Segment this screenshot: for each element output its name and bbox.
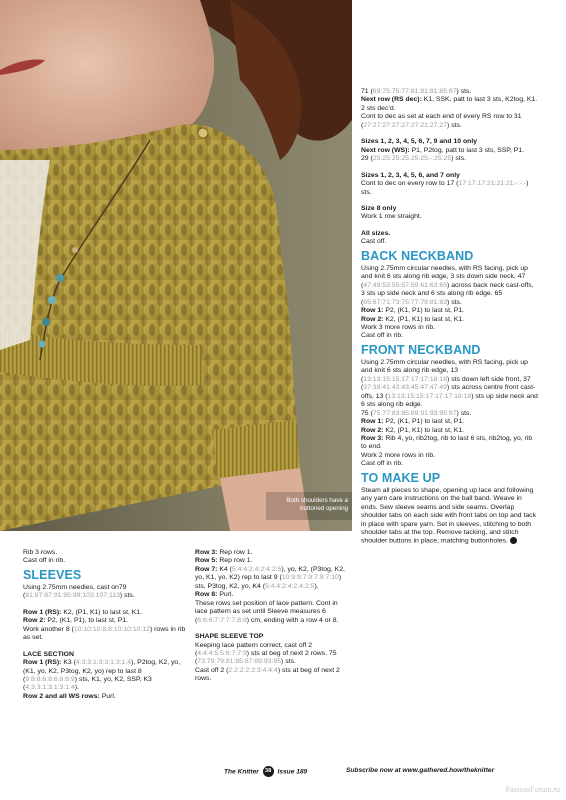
model-photo-illustration (0, 0, 352, 531)
size-values: 4:3:3:1:3:3:1:3:1:4 (75, 659, 132, 667)
next-row-rs-dec (361, 96, 539, 113)
size-values: 5:4:4:2:4:2:4:2:5 (231, 565, 282, 573)
photo-caption: Both shoulders have a buttoned opening (286, 497, 348, 512)
text-run: P2, (K1, P1), to last st, P1. (47, 617, 128, 625)
next-row-ws (361, 147, 539, 155)
size-values: 2:2:2:2:2:3:4:4:4 (228, 666, 278, 674)
stitch-count-29 (361, 155, 539, 163)
footer-magazine (224, 766, 307, 777)
lace-row-5 (195, 557, 352, 565)
back-work-line: Work 3 more rows in rib. (361, 323, 436, 331)
text-run: K3 ( (63, 659, 76, 667)
text-run: ) sts up side neck and 6 sts along rib edge. (361, 392, 538, 409)
text-run: Rep row 1. (219, 549, 253, 556)
text-run: P2, (K1, P1) to last st, P1. (385, 418, 465, 426)
sleeves-cast-on (23, 584, 193, 601)
size-8-heading: Size 8 only (361, 204, 397, 212)
size-values: 25:25:25:25:25:25:-:25:25 (372, 155, 452, 163)
text-run: ) sts across centre front cast-offs, 13 ( (361, 384, 536, 400)
stitch-count-71 (361, 88, 539, 96)
text-run: ) sts. (361, 180, 529, 196)
size-values: 4:3:3:1:3:1:3:1:4 (25, 684, 75, 692)
watermark: PassionForum.ru (505, 785, 560, 794)
rib-work-another (23, 626, 193, 643)
text-run: ) sts, K1, yo, K2, SSP, K3 ( (23, 675, 152, 692)
text-run: ) sts. (456, 88, 472, 95)
size-values: 37:39:41:43:43:45:47:47:49 (363, 384, 448, 392)
text-run: ), yo, K2, (P3tog, K2, yo, K1, yo, K2) rep to last 9 ( (195, 565, 345, 582)
text-run: ) sts. (447, 121, 462, 129)
intro-line: Rib 3 rows. (23, 549, 58, 556)
front-row-2 (361, 427, 539, 435)
text-run: Cont to dec on every row to 17 ( (361, 180, 459, 188)
text-run: ) sts. (451, 155, 467, 163)
text-run: ) sts. (447, 298, 462, 306)
column-left (23, 549, 193, 701)
text-run: Using 2.75mm needles, cast on (23, 583, 119, 591)
text-run: ) cm, ending with a row 4 or 8. (246, 616, 339, 624)
make-up-text: Steam all pieces to shape, opening up lace and following any yarn care instructions on the ball band. Weave in ends. Sew sleeve seams and side seams. Overlap shoulder tabs on each side with front tabs on top and tack in place with spare yarn. Set in sleeves, stitching to both shoulder tabs at the top. Remove tacking, and stitch shoulder buttons in place, matching buttonholes. (361, 486, 537, 545)
size-values: 4:4:4:5:5:6:7:7:9 (197, 649, 247, 657)
intro-line: Cast off in rib. (23, 557, 66, 565)
end-mark-icon (510, 537, 517, 544)
lace-row-8 (195, 591, 352, 599)
row-label: Row 2: (361, 426, 386, 434)
text-run: K1, SSK, patt to last 3 sts, K2tog, K1. 2 sts dec’d. (361, 96, 538, 112)
row-label: Next row (RS dec): (361, 96, 424, 104)
all-sizes-text: Cast off. (361, 238, 387, 246)
front-work-line: Cast off in rib. (361, 460, 404, 468)
text-run: Keeping lace pattern correct, cast off 2 ( (195, 641, 313, 657)
lace-row-3 (195, 549, 352, 557)
text-run: 29 ( (361, 155, 373, 163)
model-photo (0, 0, 352, 531)
row-label: Row 2: (23, 617, 48, 625)
text-run: Purl. (101, 692, 116, 700)
row-label: Row 2: (361, 315, 386, 323)
shape-sleeve-para (195, 642, 352, 667)
row-label: Row 1 (RS): (23, 608, 64, 616)
row-label: Row 3: (361, 434, 386, 442)
row-label: Row 1 (RS): (23, 659, 64, 667)
lace-row-2 (23, 693, 193, 701)
size-values: 6:6:6:7:7:7:7:8:8 (197, 616, 247, 624)
row-label: Row 1: (361, 307, 386, 315)
size-values: 81:87:87:91:95:99:103:107:113 (25, 592, 120, 600)
text-run: 79 ( (23, 583, 127, 600)
text-run: K2, (P1, K1) to last st, K1. (385, 315, 465, 323)
text-run: Rep row 1. (219, 557, 253, 565)
text-run: ) across back neck cast-offs, 3 sts up side neck and 6 sts along rib edge. 65 ( (361, 281, 534, 306)
column-middle (195, 549, 352, 684)
lace-row-7 (195, 566, 352, 591)
front-row-3 (361, 435, 539, 452)
size-values: 13:13:15:15:17:17:17:18:18 (387, 392, 472, 400)
front-work-line: Work 2 more rows in rib. (361, 451, 436, 459)
text-run: Work another 8 ( (23, 625, 74, 633)
section-heading-sleeves: SLEEVES (23, 567, 82, 582)
magazine-name: The Knitter (224, 768, 259, 776)
text-run: P2, (K1, P1) to last st, P1. (385, 307, 465, 315)
text-run: Cont to dec as set at each end of every RS row to 31 ( (361, 113, 522, 129)
text-run: ) sts. (281, 658, 296, 666)
all-sizes-heading: All sizes. (361, 229, 391, 237)
back-row-1 (361, 307, 539, 315)
size-values: 10:9:9:7:9:7:9:7:10 (281, 574, 339, 582)
size-8-text: Work 1 row straight. (361, 213, 422, 221)
issue-number: Issue 189 (277, 768, 308, 776)
size-values: 9:8:8:6:8:6:8:6:9 (25, 675, 75, 683)
subheading-shape-sleeve-top: SHAPE SLEEVE TOP (195, 633, 264, 641)
text-run: K4 ( (219, 565, 232, 573)
column-right (361, 88, 539, 546)
size-values: 5:4:4:2:4:2:4:2:5 (265, 582, 315, 590)
text-run: ) rows in rib as set. (23, 625, 186, 642)
text-run: Purl. (219, 591, 234, 599)
size-values: 69:75:75:77:81:81:81:85:87 (372, 88, 457, 95)
shape-cast-off-para (195, 667, 352, 684)
row-label: Row 3: (195, 549, 220, 556)
text-run: Using 2.75mm circular needles, with RS facing, pick up and knit 6 sts along rib edge, 13 ( (361, 358, 528, 383)
text-run: 71 ( (361, 88, 373, 95)
text-run: K2, (P1, K1) to last st, K1. (385, 426, 465, 434)
row-label: Row 8: (195, 591, 220, 599)
text-run: ) sts at beg of next 2 rows. 75 ( (195, 649, 337, 666)
cont-dec (361, 113, 539, 130)
size-values: 17:17:17:21:21:21:-:-:- (458, 180, 527, 188)
back-row-2 (361, 316, 539, 324)
text-run: ), P2tog, K2, yo, (K1, yo, K2, P3tog, K2, yo) rep to last 8 ( (23, 659, 181, 683)
size-values: 13:13:15:15:17:17:17:18:18 (363, 375, 448, 383)
text-run: These rows set position of lace pattern. Cont in lace pattern as set until Sleeve measures 6 ( (195, 599, 338, 624)
row-label: Row 5: (195, 557, 220, 565)
back-neckband-para (361, 265, 539, 307)
front-neckband-para (361, 359, 539, 410)
text-run: ) sts, P3tog, K2, yo, K4 ( (195, 574, 342, 590)
size-values: 27:27:27:27:27:27:21:27:27 (363, 121, 448, 129)
text-run: ) sts down left side front, 37 ( (361, 375, 531, 392)
text-run: ) sts. (456, 409, 472, 417)
size-values: 47:49:53:55:57:59:61:63:65 (363, 281, 448, 289)
size-values: 73:79:79:81:85:87:89:93:95 (197, 658, 282, 666)
text-run: Using 2.75mm circular needles, with RS facing, pick up and knit 6 sts along rib edge, 3 sts down side neck, 47 ( (361, 264, 528, 289)
front-stitch-count (361, 410, 539, 418)
page-number: 38 (263, 766, 274, 777)
text-run: ). (74, 684, 79, 692)
lace-pattern-note (195, 600, 352, 625)
section-heading-back-neckband: BACK NECKBAND (361, 248, 474, 263)
row-label: Row 1: (361, 418, 386, 426)
text-run: ) sts. (119, 592, 135, 600)
text-run: ). (314, 582, 319, 590)
row-label: Row 2 and all WS rows: (23, 692, 102, 700)
sizes-heading-1: Sizes 1, 2, 3, 4, 5, 6, 7, 9 and 10 only (361, 138, 478, 146)
section-heading-to-make-up: TO MAKE UP (361, 470, 441, 485)
section-heading-front-neckband: FRONT NECKBAND (361, 342, 481, 357)
text-run: P1, P2tog, patt to last 3 sts, SSP, P1. (411, 146, 525, 154)
size-values: 10:10:10:8:8:10:10:10:12 (73, 625, 150, 633)
text-run: Cast off 2 ( (195, 666, 229, 674)
make-up-para (361, 487, 539, 546)
text-run: Rib 4, yo, rib2tog, rib to last 6 sts, rib2tog, yo, rib to end. (361, 434, 533, 451)
text-run: 75 ( (361, 409, 373, 417)
size-values: 75:77:83:85:89:91:93:95:97 (372, 409, 457, 417)
cont-dec-2 (361, 180, 539, 197)
front-row-1 (361, 418, 539, 426)
back-work-line: Cast off in rib. (361, 332, 404, 340)
rib-row-2 (23, 617, 193, 625)
size-values: 65:67:71:73:75:77:79:81:83 (363, 298, 448, 306)
footer-subscribe[interactable]: Subscribe now at www.gathered.how/theknitter (346, 767, 495, 774)
rib-row-1 (23, 609, 193, 617)
row-label: Row 7: (195, 565, 220, 573)
row-label: Next row (WS): (361, 146, 412, 154)
subheading-lace-section: LACE SECTION (23, 650, 74, 658)
sizes-heading-2: Sizes 1, 2, 3, 4, 5, 6, and 7 only (361, 171, 460, 179)
text-run: ) sts at beg of next 2 rows. (195, 666, 340, 683)
text-run: K2, (P1, K1) to last st, K1. (63, 608, 143, 616)
lace-row-1 (23, 659, 193, 693)
